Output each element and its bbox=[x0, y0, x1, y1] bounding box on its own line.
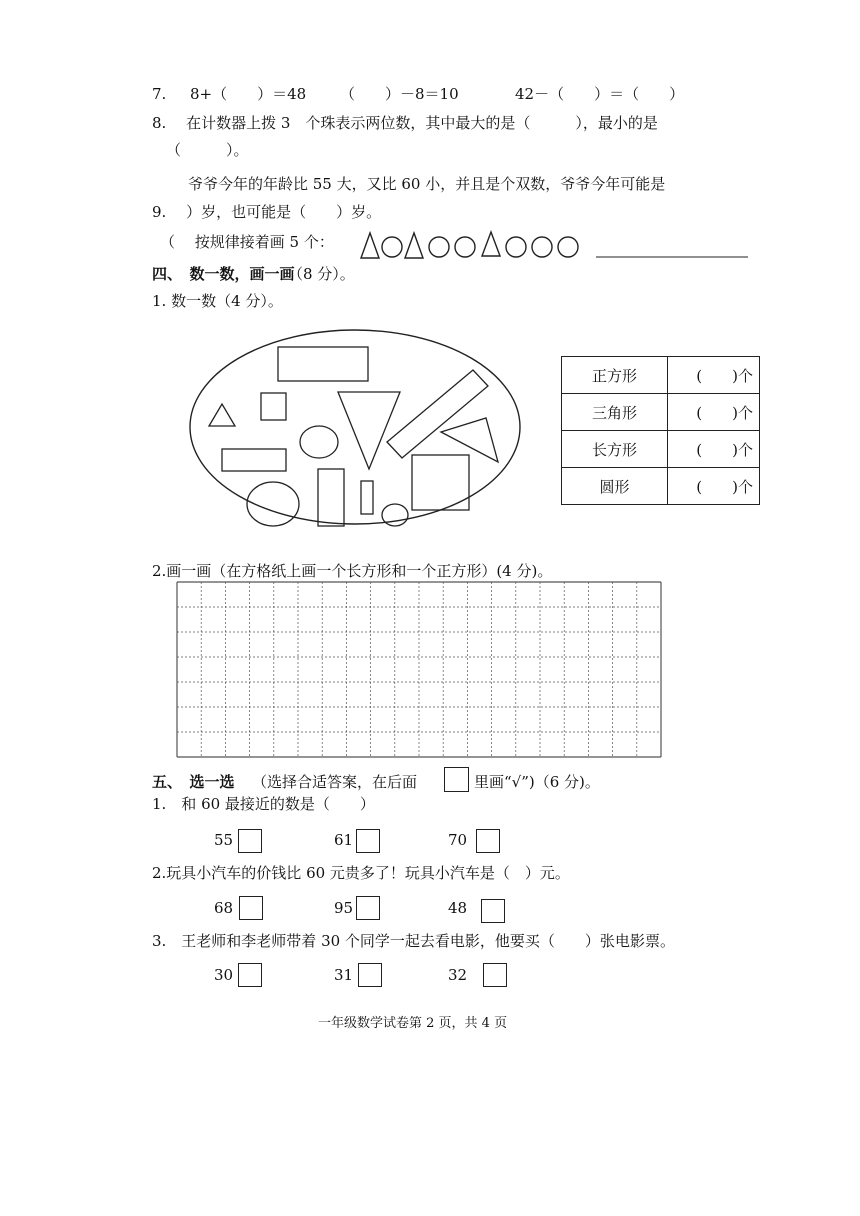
shape-name: 三角形 bbox=[562, 394, 668, 431]
thin-rectangle bbox=[361, 481, 373, 514]
answer-cell[interactable]: ( )个 bbox=[668, 431, 760, 468]
rectangle-left bbox=[222, 449, 286, 471]
q9-line1: 爷爷今年的年龄比 55 大，又比 60 小，并且是个双数，爷爷今年可能是 bbox=[188, 175, 666, 193]
grid-paper[interactable] bbox=[177, 582, 662, 758]
q8-line2: （ ）。 bbox=[166, 141, 249, 159]
table-row bbox=[562, 394, 760, 431]
tall-rectangle bbox=[318, 469, 344, 526]
s5q3-checkbox-3[interactable] bbox=[483, 963, 507, 987]
answer-cell[interactable]: ( )个 bbox=[668, 357, 760, 394]
s5q2-option-3: 48 bbox=[448, 899, 468, 917]
s5q1-option-2: 61 bbox=[334, 831, 354, 849]
s5q3-checkbox-1[interactable] bbox=[238, 963, 262, 987]
q7-number: 7. bbox=[152, 85, 167, 103]
section5-desc2: 里画“√”)（6 分)。 bbox=[474, 773, 600, 791]
s5q3-question: 3. 王老师和李老师带着 30 个同学一起去看电影，他要买（ ）张电影票。 bbox=[152, 932, 675, 950]
s5q1-checkbox-1[interactable] bbox=[238, 829, 262, 853]
long-rotated-rectangle bbox=[387, 370, 488, 458]
s5q2-option-2: 95 bbox=[334, 899, 354, 917]
s5q2-checkbox-3[interactable] bbox=[481, 899, 505, 923]
sample-answer-box bbox=[444, 767, 469, 792]
s5q2-checkbox-2[interactable] bbox=[356, 896, 380, 920]
small-square bbox=[261, 393, 286, 420]
s4q2-title: 2.画一画（在方格纸上画一个长方形和一个正方形）(4 分)。 bbox=[152, 562, 553, 580]
s5q1-option-1: 55 bbox=[214, 831, 234, 849]
shape-name: 圆形 bbox=[562, 468, 668, 505]
circle-middle bbox=[300, 426, 338, 458]
s5q1-checkbox-3[interactable] bbox=[476, 829, 500, 853]
table-row bbox=[562, 468, 760, 505]
q7-part3: 42－（ ）＝（ ） bbox=[515, 85, 685, 103]
section5-desc: （选择合适答案，在后面 bbox=[252, 773, 418, 791]
s5q2-option-1: 68 bbox=[214, 899, 234, 917]
s5q3-option-3: 32 bbox=[448, 966, 468, 984]
s5q1-question: 1. 和 60 最接近的数是（ ） bbox=[152, 795, 375, 813]
answer-cell[interactable]: ( )个 bbox=[668, 394, 760, 431]
shape-name: 正方形 bbox=[562, 357, 668, 394]
table-row bbox=[562, 431, 760, 468]
q8-line1: 8. 在计数器上拨 3 个珠表示两位数，其中最大的是（ ），最小的是 bbox=[152, 114, 658, 132]
s5q2-checkbox-1[interactable] bbox=[239, 896, 263, 920]
count-table bbox=[561, 356, 760, 505]
table-row bbox=[562, 357, 760, 394]
s4q1-title: 1. 数一数（4 分）。 bbox=[152, 292, 283, 310]
big-triangle bbox=[338, 392, 400, 469]
q7-part2: （ ）－8＝10 bbox=[340, 85, 459, 103]
shape-name: 长方形 bbox=[562, 431, 668, 468]
s5q3-option-1: 30 bbox=[214, 966, 234, 984]
page-footer: 一年级数学试卷第 2 页，共 4 页 bbox=[318, 1016, 508, 1031]
section4-score: （8 分）。 bbox=[288, 265, 355, 283]
q9-line2: 9. ）岁，也可能是（ ）岁。 bbox=[152, 203, 382, 221]
q7-part1: 8+（ ）＝48 bbox=[190, 85, 307, 103]
circle-small bbox=[382, 504, 408, 526]
answer-cell[interactable]: ( )个 bbox=[668, 468, 760, 505]
s5q3-checkbox-2[interactable] bbox=[358, 963, 382, 987]
s5q1-checkbox-2[interactable] bbox=[356, 829, 380, 853]
section4-title: 四、 数一数，画一画 bbox=[152, 265, 295, 283]
s5q1-option-3: 70 bbox=[448, 831, 468, 849]
q10-text: （ 按规律接着画 5 个： bbox=[160, 233, 334, 251]
small-triangle bbox=[209, 404, 235, 426]
section5-title: 五、 选一选 bbox=[152, 773, 235, 791]
outer-ellipse bbox=[190, 330, 520, 524]
s5q3-option-2: 31 bbox=[334, 966, 354, 984]
s5q2-question: 2.玩具小汽车的价钱比 60 元贵多了！玩具小汽车是（ ）元。 bbox=[152, 864, 570, 882]
rectangle-top bbox=[278, 347, 368, 381]
